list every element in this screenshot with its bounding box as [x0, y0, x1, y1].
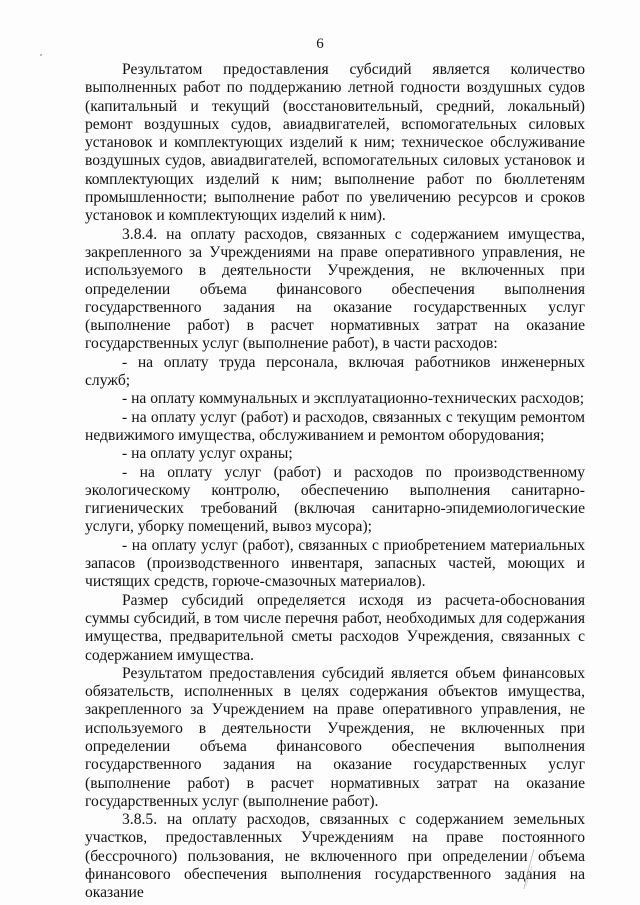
paragraph-result-obligations: Результатом предоставления субсидий является объем финансовых обязательств, исполненных в целях содержания объектов имущества, закрепленного за Учреждением на праве оперативного управления, не используемого в деятельности Учреждения, не включенных при определении объема финансового обеспечения выполнения государственного задания на оказание государственных услуг (выполнение работ) в расчет нормативных затрат на оказание государственных услуг (выполнение работ).	[85, 664, 585, 810]
document-body	[85, 61, 585, 903]
page-number: 6	[316, 36, 324, 52]
list-item-repair-services: - на оплату услуг (работ) и расходов, связанных с текущим ремонтом недвижимого имущества, обслуживанием и ремонтом оборудования;	[85, 408, 585, 444]
paragraph-3-8-5: 3.8.5. на оплату расходов, связанных с содержанием земельных участков, предоставленных Учреждениям на праве постоянного (бессрочного) пользования, не включенного при определении объема финансового обеспечения выполнения государственного задания на оказание	[85, 811, 585, 902]
list-item-staff-pay: - на оплату труда персонала, включая работников инженерных служб;	[85, 353, 585, 390]
paragraph-subsidy-size: Размер субсидий определяется исходя из расчета-обоснования суммы субсидий, в том числе перечня работ, необходимых для содержания имущества, предварительной сметы расходов Учреждения, связанных с содержанием имущества.	[85, 591, 585, 664]
paragraph-3-8-4: 3.8.4. на оплату расходов, связанных с содержанием имущества, закрепленного за Учреждениями на праве оперативного управления, не используемого в деятельности Учреждения, не включенных при определении объема финансового обеспечения выполнения государственного задания на оказание государственных услуг (выполнение работ) в расчет нормативных затрат на оказание государственных услуг (выполнение работ), в части расходов:	[85, 225, 585, 353]
scan-speck	[40, 54, 42, 56]
list-item-ecological-control: - на оплату услуг (работ) и расходов по производственному экологическому контролю, обеспечению выполнения санитарно-гигиенических требований (включая санитарно-эпидемиологические услуги, уборку помещений, вывоз мусора);	[85, 463, 585, 536]
list-item-material-supplies: - на оплату услуг (работ), связанных с приобретением материальных запасов (производственного инвентаря, запасных частей, моющих и чистящих средств, горюче-смазочных материалов).	[85, 536, 585, 591]
list-item-utilities: - на оплату коммунальных и эксплуатационно-технических расходов;	[122, 390, 585, 408]
pen-mark-icon	[522, 848, 536, 890]
list-item-security-services: - на оплату услуг охраны;	[122, 445, 293, 463]
paragraph-result-aircraft-works: Результатом предоставления субсидий является количество выполненных работ по поддержанию летной годности воздушных судов (капитальный и текущий (восстановительный, средний, локальный) ремонт воздушных судов, авиадвигателей, вспомогательных силовых установок и комплектующих изделий к ним; техническое обслуживание воздушных судов, авиадвигателей, вспомогательных силовых установок и комплектующих изделий к ним; выполнение работ по бюллетеням промышленности; выполнение работ по увеличению ресурсов и сроков установок и комплектующих изделий к ним).	[85, 61, 585, 225]
